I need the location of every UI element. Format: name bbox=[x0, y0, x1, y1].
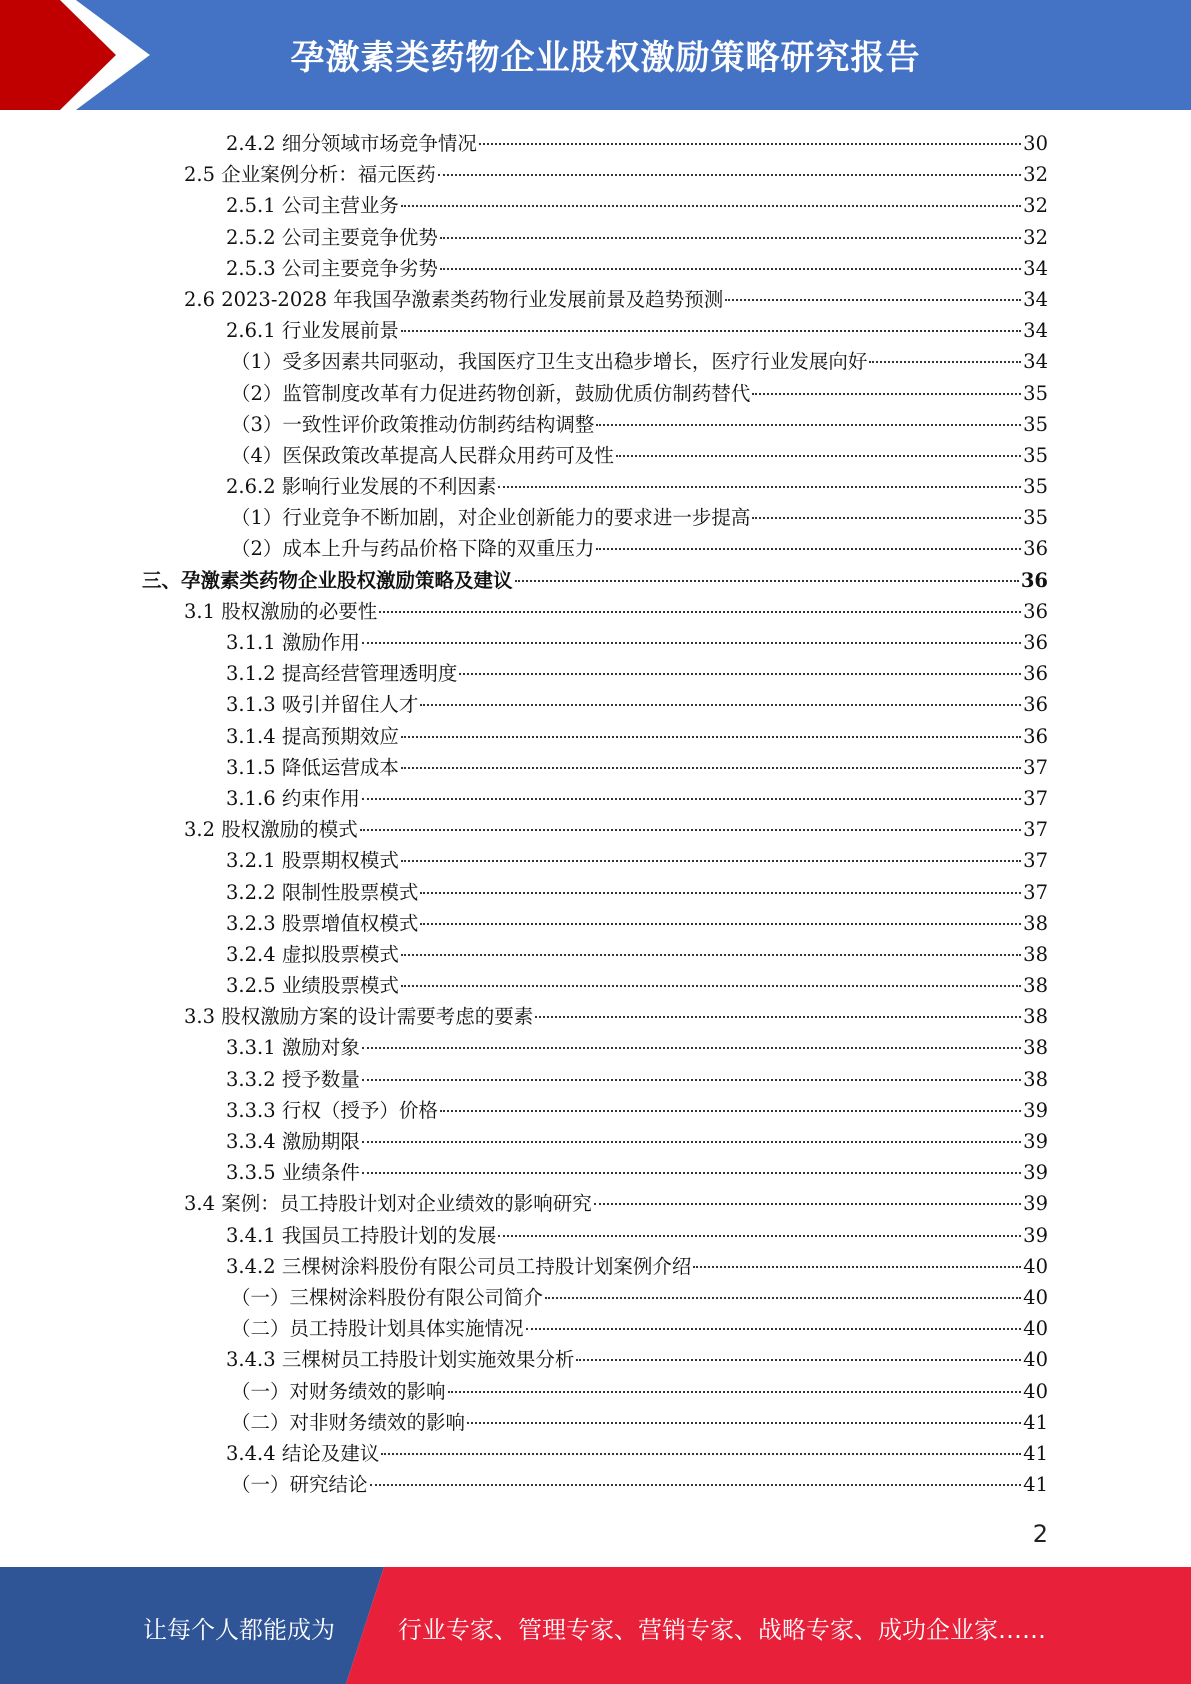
toc-entry[interactable] bbox=[0, 315, 1191, 346]
toc-entry[interactable] bbox=[0, 1251, 1191, 1282]
toc-leader-dots bbox=[420, 701, 1021, 706]
toc-entry-title: 2.6.2 影响行业发展的不利因素 bbox=[226, 475, 497, 499]
toc-entry-page: 40 bbox=[1023, 1254, 1048, 1278]
toc-leader-dots bbox=[693, 1263, 1021, 1268]
toc-entry-page: 36 bbox=[1020, 568, 1048, 592]
toc-entry[interactable] bbox=[0, 1438, 1191, 1469]
toc-entry[interactable] bbox=[0, 814, 1191, 845]
toc-entry-page: 39 bbox=[1023, 1192, 1048, 1216]
toc-entry-title: （一）三棵树涂料股份有限公司简介 bbox=[231, 1285, 544, 1309]
toc-entry-page: 34 bbox=[1023, 319, 1048, 343]
toc-entry-title: 3.1.3 吸引并留住人才 bbox=[226, 693, 419, 717]
toc-entry-page: 40 bbox=[1023, 1379, 1048, 1403]
toc-entry[interactable] bbox=[0, 939, 1191, 970]
toc-entry-title: 3.2.2 限制性股票模式 bbox=[226, 880, 419, 904]
toc-entry[interactable] bbox=[0, 1344, 1191, 1375]
toc-leader-dots bbox=[594, 1200, 1021, 1205]
toc-leader-dots bbox=[440, 1107, 1021, 1112]
toc-leader-dots bbox=[725, 296, 1021, 301]
toc-entry-page: 40 bbox=[1023, 1348, 1048, 1372]
toc-entry-page: 37 bbox=[1023, 849, 1048, 873]
table-of-contents bbox=[0, 128, 1191, 1500]
toc-entry-page: 38 bbox=[1023, 1036, 1048, 1060]
toc-leader-dots bbox=[459, 670, 1021, 675]
report-title: 孕激素类药物企业股权激励策略研究报告 bbox=[290, 38, 921, 78]
toc-entry-page: 39 bbox=[1023, 1223, 1048, 1247]
toc-entry[interactable] bbox=[0, 284, 1191, 315]
toc-entry-title: （一）研究结论 bbox=[231, 1473, 368, 1497]
toc-leader-dots bbox=[401, 327, 1021, 332]
toc-entry-title: （2）监管制度改革有力促进药物创新，鼓励优质仿制药替代 bbox=[231, 381, 751, 405]
toc-entry-page: 38 bbox=[1023, 1067, 1048, 1091]
toc-entry-title: （4）医保政策改革提高人民群众用药可及性 bbox=[231, 443, 614, 467]
toc-entry-page: 39 bbox=[1023, 1130, 1048, 1153]
toc-entry[interactable] bbox=[0, 721, 1191, 752]
toc-leader-dots bbox=[362, 1138, 1021, 1143]
toc-entry-title: 3.3.1 激励对象 bbox=[226, 1036, 360, 1060]
toc-entry-title: 3.3.4 激励期限 bbox=[226, 1130, 360, 1153]
toc-entry-page: 41 bbox=[1023, 1410, 1048, 1434]
toc-entry[interactable] bbox=[0, 253, 1191, 284]
toc-leader-dots bbox=[362, 639, 1021, 644]
toc-entry[interactable] bbox=[0, 1095, 1191, 1126]
toc-entry-title: 3.1 股权激励的必要性 bbox=[184, 599, 378, 623]
toc-leader-dots bbox=[869, 358, 1021, 363]
toc-leader-dots bbox=[362, 1044, 1021, 1049]
toc-entry-title: 2.5 企业案例分析：福元医药 bbox=[184, 163, 436, 187]
toc-leader-dots bbox=[498, 483, 1021, 488]
toc-entry-page: 32 bbox=[1023, 225, 1048, 249]
toc-entry[interactable] bbox=[0, 1220, 1191, 1251]
toc-entry-title: 2.5.3 公司主要竞争劣势 bbox=[226, 256, 438, 280]
toc-entry-page: 35 bbox=[1023, 443, 1048, 467]
toc-leader-dots bbox=[420, 889, 1021, 894]
toc-entry-title: （3）一致性评价政策推动仿制药结构调整 bbox=[231, 412, 595, 436]
toc-entry-title: 2.6.1 行业发展前景 bbox=[226, 319, 399, 343]
toc-leader-dots bbox=[438, 171, 1021, 176]
toc-entry-page: 36 bbox=[1023, 724, 1048, 748]
toc-entry[interactable] bbox=[0, 1001, 1191, 1032]
toc-entry[interactable] bbox=[0, 1407, 1191, 1438]
header-band bbox=[0, 0, 1191, 110]
toc-entry[interactable] bbox=[0, 471, 1191, 502]
toc-entry-page: 41 bbox=[1023, 1473, 1048, 1497]
toc-entry-page: 36 bbox=[1023, 662, 1048, 686]
toc-entry[interactable] bbox=[0, 596, 1191, 627]
toc-entry-title: 3.3.3 行权（授予）价格 bbox=[226, 1098, 438, 1122]
toc-leader-dots bbox=[381, 1450, 1021, 1455]
toc-entry[interactable] bbox=[0, 658, 1191, 689]
toc-entry-title: 3.2.5 业绩股票模式 bbox=[226, 974, 399, 998]
toc-entry-title: 3.3.5 业绩条件 bbox=[226, 1161, 360, 1185]
toc-entry[interactable] bbox=[0, 1157, 1191, 1188]
toc-leader-dots bbox=[440, 265, 1021, 270]
toc-entry-page: 34 bbox=[1023, 350, 1048, 374]
toc-leader-dots bbox=[401, 982, 1021, 987]
toc-entry-title: 3.2.4 虚拟股票模式 bbox=[226, 942, 399, 966]
toc-leader-dots bbox=[479, 140, 1021, 145]
toc-entry-page: 41 bbox=[1023, 1441, 1048, 1465]
toc-leader-dots bbox=[515, 577, 1019, 582]
toc-entry[interactable] bbox=[0, 159, 1191, 190]
toc-entry[interactable] bbox=[0, 877, 1191, 908]
toc-entry[interactable] bbox=[0, 502, 1191, 533]
toc-leader-dots bbox=[535, 1013, 1021, 1018]
toc-leader-dots bbox=[576, 1356, 1021, 1361]
toc-leader-dots bbox=[545, 1294, 1021, 1299]
toc-entry-page: 40 bbox=[1023, 1317, 1048, 1341]
toc-entry-page: 38 bbox=[1023, 1005, 1048, 1029]
toc-entry[interactable] bbox=[0, 908, 1191, 939]
toc-entry-page: 38 bbox=[1023, 911, 1048, 935]
toc-leader-dots bbox=[360, 826, 1021, 831]
toc-entry-title: 2.6 2023-2028 年我国孕激素类药物行业发展前景及趋势预测 bbox=[184, 287, 724, 311]
toc-leader-dots bbox=[596, 545, 1021, 550]
toc-chapter-entry[interactable] bbox=[0, 565, 1191, 596]
toc-entry-page: 37 bbox=[1023, 818, 1048, 842]
toc-entry-title: 3.4.2 三棵树涂料股份有限公司员工持股计划案例介绍 bbox=[226, 1254, 692, 1278]
toc-entry-title: （1）行业竞争不断加剧，对企业创新能力的要求进一步提高 bbox=[231, 506, 751, 530]
footer-band bbox=[0, 1567, 1191, 1684]
toc-entry[interactable] bbox=[0, 222, 1191, 253]
toc-entry[interactable] bbox=[0, 409, 1191, 440]
toc-entry[interactable] bbox=[0, 378, 1191, 409]
toc-entry[interactable] bbox=[0, 1313, 1191, 1344]
toc-entry-title: （二）员工持股计划具体实施情况 bbox=[231, 1317, 524, 1341]
toc-entry-page: 38 bbox=[1023, 974, 1048, 998]
toc-leader-dots bbox=[616, 452, 1021, 457]
toc-entry-page: 37 bbox=[1023, 880, 1048, 904]
toc-entry-page: 37 bbox=[1023, 755, 1048, 779]
toc-entry[interactable] bbox=[0, 970, 1191, 1001]
toc-leader-dots bbox=[420, 920, 1021, 925]
toc-entry[interactable] bbox=[0, 627, 1191, 658]
toc-entry[interactable] bbox=[0, 1282, 1191, 1313]
toc-entry-title: 3.2 股权激励的模式 bbox=[184, 818, 358, 842]
toc-leader-dots bbox=[362, 1169, 1021, 1174]
toc-entry-title: 3.2.1 股票期权模式 bbox=[226, 849, 399, 873]
toc-entry-page: 36 bbox=[1023, 599, 1048, 623]
toc-entry-page: 39 bbox=[1023, 1098, 1048, 1122]
toc-entry-page: 35 bbox=[1023, 381, 1048, 405]
toc-entry[interactable] bbox=[0, 845, 1191, 876]
toc-leader-dots bbox=[498, 1232, 1021, 1237]
toc-entry-page: 36 bbox=[1023, 693, 1048, 717]
toc-entry-page: 36 bbox=[1023, 537, 1048, 561]
toc-leader-dots bbox=[401, 764, 1021, 769]
toc-leader-dots bbox=[370, 1481, 1022, 1486]
toc-entry-title: 3.4.3 三棵树员工持股计划实施效果分析 bbox=[226, 1348, 575, 1372]
toc-entry-title: 2.4.2 细分领域市场竞争情况 bbox=[226, 132, 477, 155]
toc-entry-page: 37 bbox=[1023, 786, 1048, 810]
toc-entry-title: 3.4.4 结论及建议 bbox=[226, 1441, 380, 1465]
toc-entry-title: （二）对非财务绩效的影响 bbox=[231, 1410, 466, 1434]
toc-entry-title: 3.1.2 提高经营管理透明度 bbox=[226, 662, 458, 686]
toc-entry[interactable] bbox=[0, 783, 1191, 814]
footer-slogan-left: 让每个人都能成为 bbox=[143, 1616, 335, 1644]
toc-leader-dots bbox=[401, 951, 1021, 956]
footer-slogan-right: 行业专家、管理专家、营销专家、战略专家、成功企业家…… bbox=[398, 1616, 1046, 1644]
toc-entry[interactable] bbox=[0, 689, 1191, 720]
toc-entry-title: 3.1.6 约束作用 bbox=[226, 786, 360, 810]
toc-entry-page: 39 bbox=[1023, 1161, 1048, 1185]
toc-entry-page: 34 bbox=[1023, 256, 1048, 280]
toc-entry-title: 3.4.1 我国员工持股计划的发展 bbox=[226, 1223, 497, 1247]
toc-leader-dots bbox=[379, 608, 1021, 613]
toc-leader-dots bbox=[401, 733, 1021, 738]
toc-entry[interactable] bbox=[0, 1469, 1191, 1500]
toc-entry[interactable] bbox=[0, 440, 1191, 471]
toc-leader-dots bbox=[362, 795, 1021, 800]
toc-entry-title: 3.3 股权激励方案的设计需要考虑的要素 bbox=[184, 1005, 534, 1029]
toc-leader-dots bbox=[526, 1325, 1022, 1330]
toc-entry[interactable] bbox=[0, 346, 1191, 377]
toc-entry-title: 3.1.5 降低运营成本 bbox=[226, 755, 399, 779]
toc-leader-dots bbox=[596, 421, 1021, 426]
toc-leader-dots bbox=[752, 514, 1021, 519]
toc-entry-page: 40 bbox=[1023, 1285, 1048, 1309]
toc-leader-dots bbox=[440, 234, 1021, 239]
toc-entry-title: 3.1.1 激励作用 bbox=[226, 631, 360, 654]
toc-entry[interactable] bbox=[0, 1032, 1191, 1063]
toc-leader-dots bbox=[401, 857, 1021, 862]
toc-entry-title: 三、孕激素类药物企业股权激励策略及建议 bbox=[142, 568, 513, 592]
toc-entry-page: 32 bbox=[1023, 163, 1048, 187]
toc-entry[interactable] bbox=[0, 1064, 1191, 1095]
toc-leader-dots bbox=[401, 202, 1021, 207]
toc-leader-dots bbox=[467, 1419, 1021, 1424]
page-number: 2 bbox=[1032, 1520, 1048, 1548]
toc-entry[interactable] bbox=[0, 1376, 1191, 1407]
toc-entry[interactable] bbox=[0, 533, 1191, 564]
toc-entry-page: 38 bbox=[1023, 942, 1048, 966]
toc-entry-title: 3.3.2 授予数量 bbox=[226, 1067, 360, 1091]
toc-leader-dots bbox=[362, 1076, 1021, 1081]
toc-entry-page: 36 bbox=[1023, 631, 1048, 654]
toc-entry-title: 3.2.3 股票增值权模式 bbox=[226, 911, 419, 935]
toc-entry[interactable] bbox=[0, 1188, 1191, 1219]
toc-entry[interactable] bbox=[0, 128, 1191, 159]
toc-entry-title: 3.1.4 提高预期效应 bbox=[226, 724, 399, 748]
toc-entry[interactable] bbox=[0, 752, 1191, 783]
toc-entry-title: 3.4 案例：员工持股计划对企业绩效的影响研究 bbox=[184, 1192, 592, 1216]
toc-entry[interactable] bbox=[0, 1126, 1191, 1157]
toc-entry-page: 34 bbox=[1023, 287, 1048, 311]
toc-entry-page: 35 bbox=[1023, 506, 1048, 530]
toc-leader-dots bbox=[448, 1388, 1022, 1393]
toc-entry[interactable] bbox=[0, 190, 1191, 221]
toc-entry-title: 2.5.2 公司主要竞争优势 bbox=[226, 225, 438, 249]
toc-entry-page: 35 bbox=[1023, 475, 1048, 499]
toc-entry-title: 2.5.1 公司主营业务 bbox=[226, 194, 399, 218]
toc-entry-page: 35 bbox=[1023, 412, 1048, 436]
toc-leader-dots bbox=[752, 390, 1021, 395]
toc-entry-title: （2）成本上升与药品价格下降的双重压力 bbox=[231, 537, 595, 561]
toc-entry-page: 32 bbox=[1023, 194, 1048, 218]
toc-entry-title: （1）受多因素共同驱动，我国医疗卫生支出稳步增长，医疗行业发展向好 bbox=[231, 350, 868, 374]
toc-entry-page: 30 bbox=[1023, 132, 1048, 155]
toc-entry-title: （一）对财务绩效的影响 bbox=[231, 1379, 446, 1403]
